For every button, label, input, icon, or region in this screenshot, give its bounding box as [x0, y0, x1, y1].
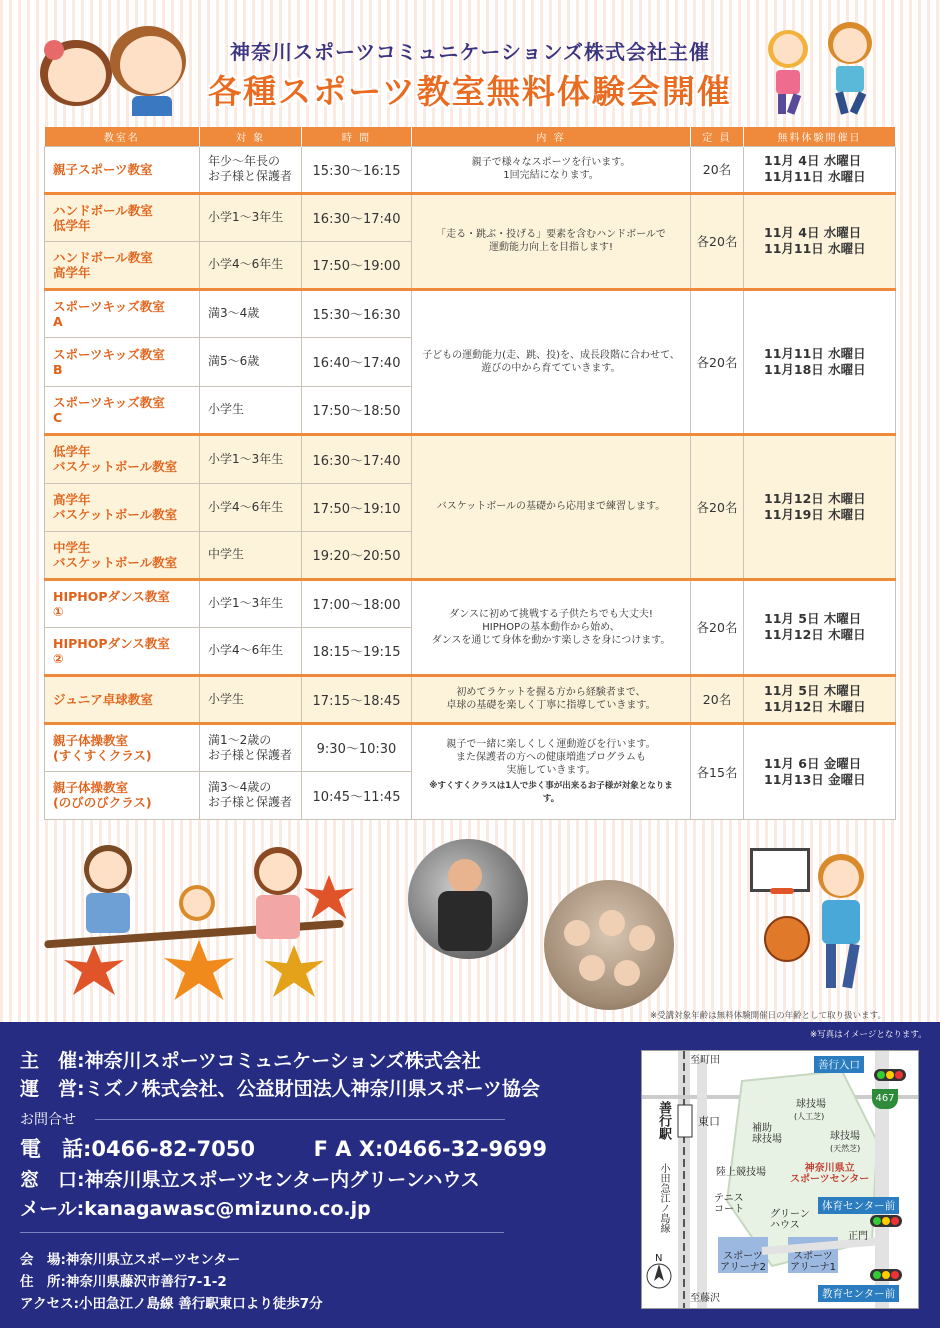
date-item: 11月11日 水曜日 — [764, 169, 866, 184]
target-cell: 小学生 — [200, 675, 302, 723]
family-autumn-illustration — [44, 845, 354, 1015]
target-cell: 小学4〜6年生 — [200, 241, 302, 289]
col-header-name: 教室名 — [45, 127, 200, 146]
map-traffic-light-bottom — [870, 1269, 902, 1281]
class-name-cell: スポーツキッズ教室 B — [45, 337, 200, 386]
capacity-cell: 20名 — [691, 146, 744, 193]
address-label: 住 所: — [20, 1274, 66, 1290]
date-item: 11月 6日 金曜日 — [764, 755, 862, 771]
col-header-time: 時 間 — [302, 127, 412, 146]
fax-number: 0466-32-9699 — [383, 1137, 547, 1161]
col-header-capacity: 定 員 — [691, 127, 744, 146]
col-header-content: 内 容 — [412, 127, 691, 146]
time-cell: 17:50〜19:10 — [302, 483, 412, 531]
time-cell: 10:45〜11:45 — [302, 771, 412, 819]
content-cell — [412, 289, 691, 434]
class-name-cell: 中学生 バスケットボール教室 — [45, 531, 200, 579]
host-value: 神奈川スポーツコミュニケーションズ株式会社 — [84, 1050, 481, 1072]
class-name-cell: HIPHOPダンス教室 ① — [45, 579, 200, 627]
table-row — [45, 579, 896, 627]
schedule-table — [44, 127, 896, 820]
access-label: アクセス: — [20, 1296, 79, 1312]
date-item: 11月11日 水曜日 — [764, 345, 866, 361]
table-row — [45, 675, 896, 723]
map-sign-mid: 体育センター前 — [818, 1197, 899, 1214]
class-name-cell: 親子体操教室 (のびのびクラス) — [45, 771, 200, 819]
dates-cell — [744, 193, 896, 289]
content-cell — [412, 146, 691, 193]
map-field1-sub: (人工芝) — [794, 1112, 825, 1121]
time-cell: 9:30〜10:30 — [302, 723, 412, 771]
map-tennis: テニス コート — [714, 1193, 744, 1215]
map-field1: 球技場 — [796, 1099, 826, 1110]
target-cell: 年少〜年長の お子様と保護者 — [200, 146, 302, 193]
map-center: 神奈川県立 スポーツセンター — [790, 1163, 870, 1185]
map-sign-top: 善行入口 — [814, 1056, 864, 1073]
date-item: 11月11日 水曜日 — [764, 241, 866, 256]
access-row — [20, 1292, 323, 1312]
class-name-cell: HIPHOPダンス教室 ② — [45, 627, 200, 675]
dates-cell — [744, 723, 896, 819]
access-map — [641, 1050, 919, 1309]
content-cell — [412, 193, 691, 289]
window-row — [20, 1165, 480, 1192]
capacity-cell: 各20名 — [691, 289, 744, 434]
capacity-cell: 各15名 — [691, 723, 744, 819]
venue-row — [20, 1248, 240, 1268]
target-cell: 小学1〜3年生 — [200, 193, 302, 241]
map-to-fujisawa: 至藤沢 — [690, 1293, 720, 1304]
date-item: 11月 4日 水曜日 — [764, 153, 862, 168]
time-cell: 16:40〜17:40 — [302, 337, 412, 386]
map-traffic-light-top — [874, 1069, 906, 1081]
map-east-exit: 東口 — [698, 1115, 720, 1128]
map-track: 陸上競技場 — [716, 1167, 766, 1178]
table-header-row — [45, 127, 896, 146]
map-arena2: スポーツ アリーナ2 — [720, 1251, 766, 1273]
inquiry-heading: お問合せ — [20, 1112, 76, 1128]
date-item: 11月12日 木曜日 — [764, 699, 866, 714]
venue-label: 会 場: — [20, 1252, 66, 1268]
time-cell: 17:00〜18:00 — [302, 579, 412, 627]
target-cell: 満3〜4歳の お子様と保護者 — [200, 771, 302, 819]
map-field2: 球技場 — [830, 1131, 860, 1142]
map-arena1: スポーツ アリーナ1 — [790, 1251, 836, 1273]
phone-row — [20, 1133, 547, 1163]
mail-row — [20, 1194, 371, 1221]
time-cell: 18:15〜19:15 — [302, 627, 412, 675]
map-aux-field: 補助 球技場 — [752, 1123, 782, 1145]
age-note: ※受講対象年齢は無料体験開催日の年齢として取り扱います。 — [650, 1011, 886, 1021]
date-item: 11月13日 金曜日 — [764, 771, 866, 787]
date-item: 11月19日 木曜日 — [764, 506, 866, 522]
capacity-cell: 各20名 — [691, 193, 744, 289]
date-item: 11月 5日 木曜日 — [764, 611, 862, 626]
time-cell: 17:50〜18:50 — [302, 386, 412, 434]
content-text: バスケットボールの基礎から応用まで練習します。 — [436, 501, 666, 512]
phone-label: 電 話: — [20, 1137, 92, 1161]
access-value: 小田急江ノ島線 善行駅東口より徒歩7分 — [79, 1296, 323, 1312]
organizer-line: 神奈川スポーツコミュニケーションズ株式会社主催 — [230, 40, 710, 64]
map-to-machida: 至町田 — [690, 1055, 720, 1066]
host-label: 主 催: — [20, 1050, 85, 1072]
table-row — [45, 193, 896, 241]
class-name-cell: 低学年 バスケットボール教室 — [45, 434, 200, 483]
table-row — [45, 434, 896, 483]
map-north-label: N — [655, 1253, 663, 1264]
map-route-badge: 467 — [872, 1089, 898, 1109]
map-field2-sub: (天然芝) — [830, 1144, 861, 1153]
class-name-cell: 親子体操教室 (すくすくクラス) — [45, 723, 200, 771]
time-cell: 17:15〜18:45 — [302, 675, 412, 723]
running-kids-illustration — [768, 18, 898, 118]
content-cell — [412, 579, 691, 675]
footer-rule — [20, 1232, 504, 1233]
date-item: 11月 4日 水曜日 — [764, 225, 862, 240]
time-cell: 19:20〜20:50 — [302, 531, 412, 579]
content-cell — [412, 675, 691, 723]
class-name-cell: ジュニア卓球教室 — [45, 675, 200, 723]
operator-row — [20, 1074, 540, 1101]
basketball-boy-illustration — [750, 848, 890, 1000]
time-cell: 15:30〜16:15 — [302, 146, 412, 193]
mail-address[interactable]: kanagawasc@mizuno.co.jp — [84, 1198, 371, 1220]
class-name-cell: 親子スポーツ教室 — [45, 146, 200, 193]
content-cell — [412, 723, 691, 819]
dates-cell — [744, 146, 896, 193]
date-item: 11月18日 水曜日 — [764, 361, 866, 377]
window-value: 神奈川県立スポーツセンター内グリーンハウス — [84, 1169, 480, 1191]
inquiry-rule — [95, 1119, 505, 1120]
host-row — [20, 1046, 481, 1073]
map-traffic-light-mid — [870, 1215, 902, 1227]
target-cell: 小学生 — [200, 386, 302, 434]
target-cell: 小学1〜3年生 — [200, 579, 302, 627]
map-gate: 正門 — [848, 1231, 868, 1242]
content-text: ダンスに初めて挑戦する子供たちでも大丈夫! HIPHOPの基本動作から始め、 ダンスを通じて身体を動かす楽しさを身につけます。 — [431, 608, 671, 646]
target-cell: 小学1〜3年生 — [200, 434, 302, 483]
content-note: ※すくすくクラスは1人で歩く事が出来るお子様が対象となります。 — [429, 780, 673, 804]
time-cell: 16:30〜17:40 — [302, 434, 412, 483]
content-text: 親子で一緒に楽しくしく運動遊びを行います。 また保護者の方への健康増進プログラムも 実施していきます。 — [446, 738, 656, 776]
capacity-cell: 各20名 — [691, 579, 744, 675]
target-cell: 満1〜2歳の お子様と保護者 — [200, 723, 302, 771]
dates-cell — [744, 579, 896, 675]
time-cell: 16:30〜17:40 — [302, 193, 412, 241]
venue-value: 神奈川県立スポーツセンター — [65, 1252, 241, 1268]
map-line: 小田急江ノ島線 — [658, 1163, 669, 1233]
date-item: 11月12日 木曜日 — [764, 627, 866, 642]
target-cell: 満5〜6歳 — [200, 337, 302, 386]
dates-cell — [744, 289, 896, 434]
mail-label: メール: — [20, 1198, 85, 1220]
capacity-cell: 20名 — [691, 675, 744, 723]
capacity-cell: 各20名 — [691, 434, 744, 579]
photo-note: ※写真はイメージとなります。 — [810, 1030, 927, 1040]
content-text: 「走る・跳ぶ・投げる」要素を含むハンドボールで 運動能力向上を目指します! — [436, 229, 666, 253]
date-item: 11月 5日 木曜日 — [764, 683, 862, 698]
time-cell: 15:30〜16:30 — [302, 289, 412, 337]
operator-label: 運 営: — [20, 1078, 85, 1100]
table-row — [45, 723, 896, 771]
target-cell: 小学4〜6年生 — [200, 483, 302, 531]
date-item: 11月12日 木曜日 — [764, 490, 866, 506]
address-value: 神奈川県藤沢市善行7-1-2 — [65, 1274, 227, 1290]
content-text: 初めてラケットを握る方から経験者まで、 卓球の基礎を楽しく丁寧に指導していきます。 — [446, 687, 656, 711]
header — [0, 0, 940, 122]
class-name-cell: スポーツキッズ教室 C — [45, 386, 200, 434]
class-name-cell: スポーツキッズ教室 A — [45, 289, 200, 337]
content-text: 親子で様々なスポーツを行います。 1回完結になります。 — [471, 157, 631, 181]
target-cell: 中学生 — [200, 531, 302, 579]
content-text: 子どもの運動能力(走、跳、投)を、成長段階に合わせて、 遊びの中から育てていきます。 — [422, 349, 680, 374]
dance-kids-photo — [544, 880, 674, 1010]
map-green-house: グリーン ハウス — [770, 1209, 810, 1231]
address-row — [20, 1270, 227, 1290]
time-cell: 17:50〜19:00 — [302, 241, 412, 289]
map-station: 善行駅 — [656, 1101, 671, 1140]
col-header-dates: 無料体験開催日 — [744, 127, 896, 146]
class-name-cell: ハンドボール教室 高学年 — [45, 241, 200, 289]
fax-label: F A X: — [313, 1137, 384, 1161]
operator-value: ミズノ株式会社、公益財団法人神奈川県スポーツ協会 — [84, 1078, 540, 1100]
phone-number[interactable]: 0466-82-7050 — [91, 1137, 255, 1161]
target-cell: 満3〜4歳 — [200, 289, 302, 337]
headline: 各種スポーツ教室無料体験会開催 — [208, 72, 732, 111]
class-name-cell: 高学年 バスケットボール教室 — [45, 483, 200, 531]
content-cell — [412, 434, 691, 579]
dates-cell — [744, 675, 896, 723]
target-cell: 小学4〜6年生 — [200, 627, 302, 675]
basketball-photo — [408, 839, 528, 959]
table-row — [45, 289, 896, 337]
col-header-target: 対 象 — [200, 127, 302, 146]
map-sign-bottom: 教育センター前 — [818, 1285, 899, 1302]
table-row — [45, 146, 896, 193]
class-name-cell: ハンドボール教室 低学年 — [45, 193, 200, 241]
window-label: 窓 口: — [20, 1169, 85, 1191]
dates-cell — [744, 434, 896, 579]
